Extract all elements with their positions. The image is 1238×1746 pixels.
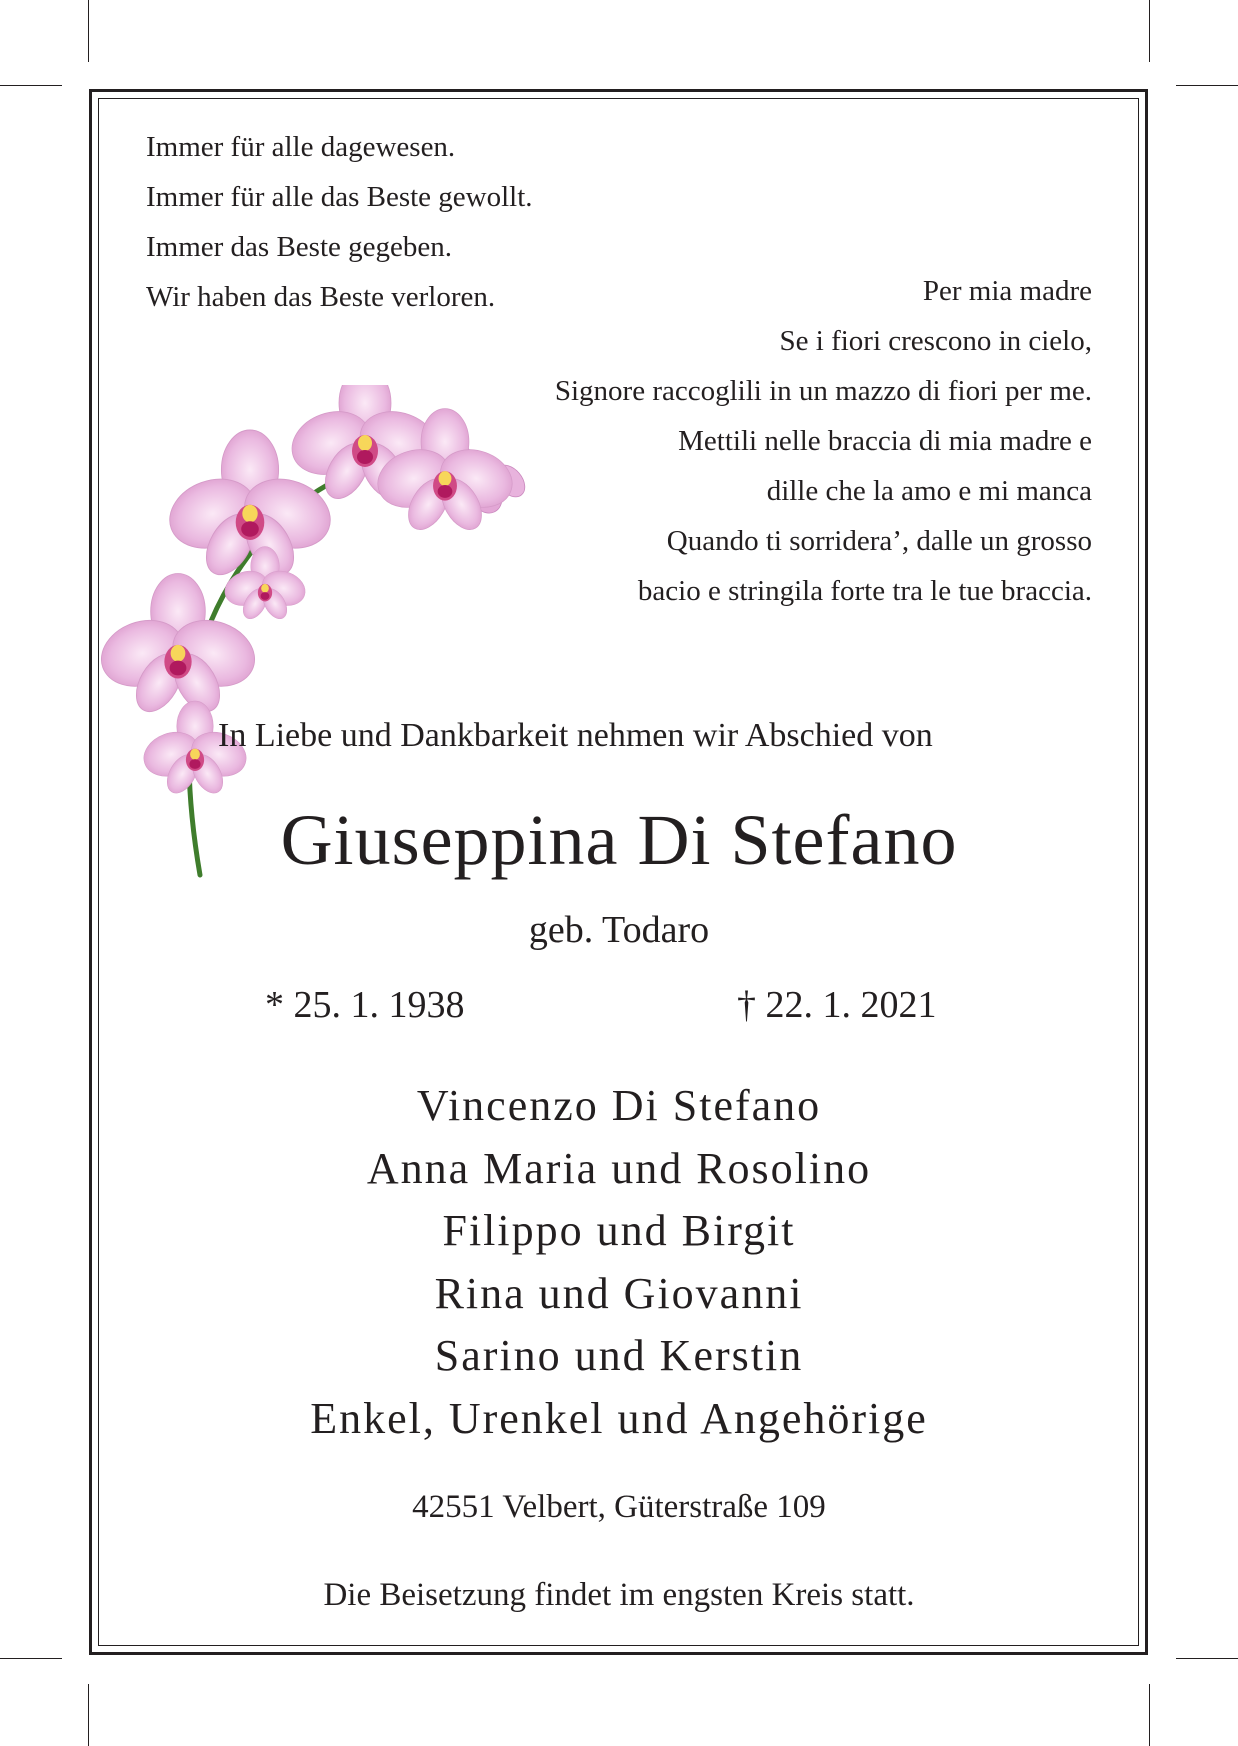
mourner-line: Vincenzo Di Stefano (416, 1081, 822, 1130)
deceased-name: Giuseppina Di Stefano (280, 800, 958, 880)
crop-mark-top-right-vertical (1149, 0, 1150, 62)
poem-italian-line: Mettili nelle braccia di mia madre e (678, 425, 1092, 457)
crop-mark-bottom-right-horizontal (1176, 1658, 1238, 1659)
crop-mark-bottom-left-vertical (88, 1684, 89, 1746)
crop-mark-top-left-vertical (88, 0, 89, 62)
address: 42551 Velbert, Güterstraße 109 (412, 1489, 826, 1525)
poem-italian-line: Quando ti sorridera’, dalle un grosso (666, 525, 1092, 557)
poem-german (146, 122, 533, 322)
poem-german-line: Immer das Beste gegeben. (146, 231, 453, 263)
mourner-line: Filippo und Birgit (442, 1206, 796, 1255)
intro-text: In Liebe und Dankbarkeit nehmen wir Abschied von (218, 717, 933, 754)
birth-date: * 25. 1. 1938 (265, 984, 465, 1026)
funeral-note: Die Beisetzung findet im engsten Kreis statt. (323, 1577, 915, 1613)
mourner-line: Enkel, Urenkel und Angehörige (310, 1393, 928, 1443)
poem-italian-line: Signore raccoglili in un mazzo di fiori per me. (554, 375, 1092, 407)
mourner-line: Rina und Giovanni (434, 1268, 804, 1318)
poem-italian-line: Per mia madre (922, 275, 1092, 307)
mourner-line: Sarino und Kerstin (434, 1331, 804, 1380)
crop-mark-top-right-horizontal (1176, 85, 1238, 86)
mourners-list (0, 1075, 1238, 1450)
poem-german-line: Immer für alle dagewesen. (146, 131, 456, 163)
maiden-name: geb. Todaro (528, 909, 710, 951)
mourner-line: Anna Maria und Rosolino (366, 1143, 872, 1193)
poem-italian (555, 266, 1092, 616)
crop-mark-bottom-right-vertical (1149, 1684, 1150, 1746)
poem-italian-line: dille che la amo e mi manca (766, 475, 1092, 507)
poem-german-line: Wir haben das Beste verloren. (146, 281, 496, 313)
crop-mark-bottom-left-horizontal (0, 1658, 62, 1659)
poem-italian-line: Se i fiori crescono in cielo, (779, 325, 1092, 357)
poem-italian-line: bacio e stringila forte tra le tue braccia. (637, 575, 1092, 607)
death-date: † 22. 1. 2021 (737, 984, 937, 1026)
poem-german-line: Immer für alle das Beste gewollt. (146, 181, 533, 213)
crop-mark-top-left-horizontal (0, 85, 62, 86)
